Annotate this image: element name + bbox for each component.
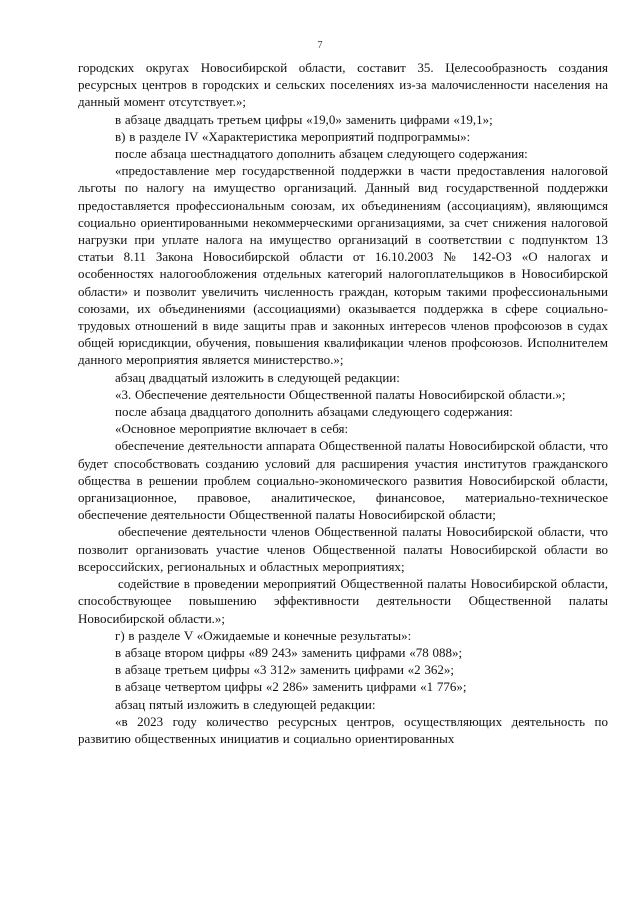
paragraph-6: абзац двадцатый изложить в следующей редакции: bbox=[115, 369, 400, 385]
paragraph-11: обеспечение деятельности членов Общественной палаты Новосибирской области, что позволит организовать участие членов Общественной палаты Новосибирской области во всероссийских, региональных и областных мероприятиях; bbox=[78, 524, 608, 574]
paragraph-2: в абзаце двадцать третьем цифры «19,0» заменить цифрами «19,1»; bbox=[115, 111, 493, 127]
paragraph-13: г) в разделе V «Ожидаемые и конечные результаты»: bbox=[115, 627, 412, 643]
document-body bbox=[78, 59, 608, 747]
page-number: 7 bbox=[317, 40, 323, 51]
paragraph-14: в абзаце втором цифры «89 243» заменить цифрами «78 088»; bbox=[115, 644, 463, 660]
paragraph-17: абзац пятый изложить в следующей редакции: bbox=[115, 696, 376, 712]
paragraph-8: после абзаца двадцатого дополнить абзацами следующего содержания: bbox=[115, 404, 513, 420]
paragraph-5: «предоставление мер государственной поддержки в части предоставления налоговой льготы по налогу на имущество организаций. Данный вид государственной поддержки предоставляется профессиональным союзам, их объединениям (ассоциациям), являющимся социально ориентированными некоммерческими организациями, за счет снижения налоговой нагрузки при уплате налога на имущество организаций в соответствии с подпунктом 13 статьи 8.11 Закона Новосибирской области от 16.10.2003 № 142-ОЗ «О налогах и особенностях налогообложения отдельных категорий налогоплательщиков в Новосибирской области» и позволит увеличить численность граждан, которым такими профессиональными союзами, их объединениями (ассоциациями) оказывается поддержка в сфере социально-трудовых отношений в виде защиты прав и законных интересов членов профсоюзов в судах общей юрисдикции, обучения, повышения квалификации членов профсоюзов. Исполнителем данного мероприятия является министерство.»; bbox=[78, 163, 608, 368]
paragraph-3: в) в разделе IV «Характеристика мероприятий подпрограммы»: bbox=[115, 128, 471, 144]
paragraph-1: городских округах Новосибирской области, составит 35. Целесообразность создания ресурсных центров в городских и сельских поселениях из-за малочисленности населения на данный момент отсутствует.»; bbox=[78, 60, 608, 110]
paragraph-10: обеспечение деятельности аппарата Общественной палаты Новосибирской области, что будет способствовать созданию условий для расширения участия институтов гражданского общества в решении проблем социально-экономического развития Новосибирской области, организационное, правовое, аналитическое, финансовое, материально-техническое обеспечение деятельности Общественной палаты Новосибирской области; bbox=[78, 438, 608, 523]
paragraph-7: «3. Обеспечение деятельности Общественной палаты Новосибирской области.»; bbox=[115, 386, 566, 402]
paragraph-18: «в 2023 году количество ресурсных центров, осуществляющих деятельность по развитию общественных инициатив и социально ориентированных bbox=[78, 713, 608, 746]
paragraph-16: в абзаце четвертом цифры «2 286» заменить цифрами «1 776»; bbox=[115, 679, 467, 695]
paragraph-15: в абзаце третьем цифры «3 312» заменить цифрами «2 362»; bbox=[115, 662, 455, 678]
paragraph-4: после абзаца шестнадцатого дополнить абзацем следующего содержания: bbox=[115, 146, 528, 162]
paragraph-12: содействие в проведении мероприятий Общественной палаты Новосибирской области, способствующее повышению эффективности деятельности Общественной палаты Новосибирской области.»; bbox=[78, 576, 608, 626]
paragraph-9: «Основное мероприятие включает в себя: bbox=[115, 421, 349, 437]
